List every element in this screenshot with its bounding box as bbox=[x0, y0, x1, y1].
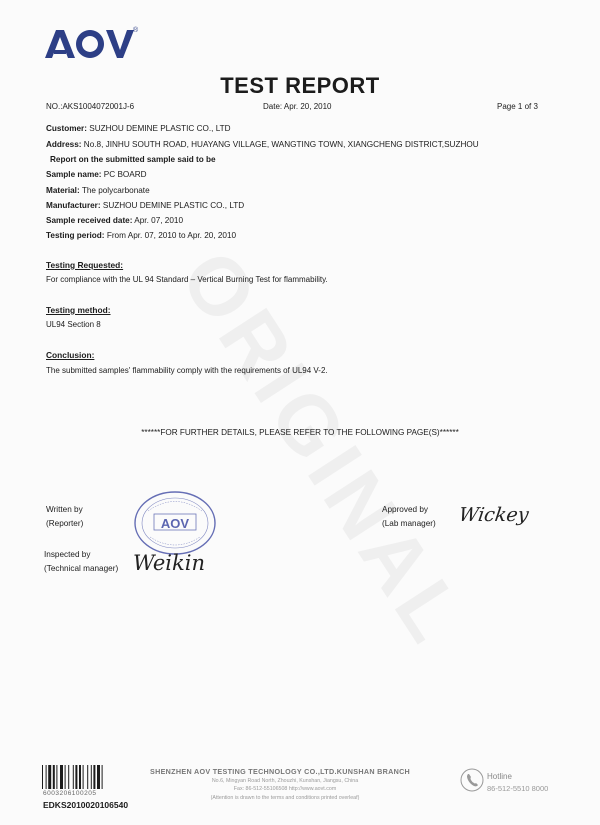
written-by-block bbox=[46, 503, 83, 531]
received-date-label: Sample received date: bbox=[46, 216, 133, 225]
barcode-bar bbox=[46, 765, 47, 789]
customer-value: SUZHOU DEMINE PLASTIC CO., LTD bbox=[89, 124, 231, 133]
sample-name-label: Sample name: bbox=[46, 170, 102, 179]
testing-requested-body: For compliance with the UL 94 Standard – Vertical Burning Test for flammability. bbox=[46, 275, 328, 284]
registered-mark: ® bbox=[133, 27, 139, 34]
written-by-label: Written by bbox=[46, 505, 83, 514]
barcode-bar bbox=[73, 765, 74, 789]
barcode-bar bbox=[42, 765, 43, 789]
manufacturer-label: Manufacturer: bbox=[46, 201, 101, 210]
barcode-bar bbox=[60, 765, 63, 789]
barcode-bar bbox=[48, 765, 51, 789]
reporter-label: (Reporter) bbox=[46, 519, 84, 528]
barcode-bar bbox=[56, 765, 57, 789]
footer-contact: Fax: 86-512-55106508 http://www.aovt.com bbox=[233, 786, 337, 792]
material-value: The polycarbonate bbox=[81, 186, 150, 195]
report-intro: Report on the submitted sample said to be bbox=[50, 155, 216, 164]
company-seal-stamp bbox=[130, 488, 220, 558]
page-number: Page 1 of 3 bbox=[497, 102, 538, 111]
footer-address: No.6, Mingyan Road North, Zhouzhi, Kunshan, Jiangsu, China bbox=[211, 778, 359, 784]
footer-company: SHENZHEN AOV TESTING TECHNOLOGY CO.,LTD.KUNSHAN BRANCH bbox=[150, 767, 411, 776]
report-title: TEST REPORT bbox=[220, 73, 380, 98]
inspected-by-label: Inspected by bbox=[44, 550, 91, 559]
testing-period-value: From Apr. 07, 2010 to Apr. 20, 2010 bbox=[106, 231, 237, 240]
address-row bbox=[46, 140, 479, 149]
further-details-note: ******FOR FURTHER DETAILS, PLEASE REFER TO THE FOLLOWING PAGE(S)****** bbox=[141, 428, 459, 437]
barcode-bar bbox=[102, 765, 103, 789]
phone-icon bbox=[460, 768, 484, 792]
barcode-bar bbox=[79, 765, 81, 789]
barcode-bar bbox=[83, 765, 84, 789]
technical-manager-label: (Technical manager) bbox=[44, 564, 119, 573]
material-row bbox=[46, 186, 150, 195]
testing-period-row bbox=[46, 231, 236, 240]
sample-name-row bbox=[46, 170, 147, 179]
hotline-label: Hotline bbox=[487, 772, 512, 781]
barcode-bar bbox=[87, 765, 88, 789]
barcode-bar bbox=[91, 765, 92, 789]
testing-method-body: UL94 Section 8 bbox=[46, 320, 101, 329]
stamp-text: AOV bbox=[160, 516, 190, 531]
watermark bbox=[161, 235, 484, 663]
approved-by-block bbox=[382, 503, 436, 531]
approved-by-label: Approved by bbox=[382, 505, 428, 514]
report-number: NO.:AKS1004072001J-6 bbox=[46, 102, 135, 111]
barcode-number: 6003206100205 bbox=[43, 790, 97, 797]
barcode bbox=[42, 765, 120, 789]
sample-name-value: PC BOARD bbox=[103, 170, 147, 179]
barcode-bar bbox=[53, 765, 55, 789]
manufacturer-row bbox=[46, 201, 244, 210]
barcode-bar bbox=[97, 765, 100, 789]
hotline-number: 86-512-5510 8000 bbox=[487, 784, 549, 793]
edks-number: EDKS2010020106540 bbox=[43, 800, 129, 810]
customer-row bbox=[46, 124, 231, 133]
testing-method-heading: Testing method: bbox=[46, 305, 111, 315]
barcode-bar bbox=[93, 765, 95, 789]
address-label: Address: bbox=[46, 140, 82, 149]
testing-requested-heading: Testing Requested: bbox=[46, 260, 124, 270]
barcode-bar bbox=[68, 765, 69, 789]
received-date-value: Apr. 07, 2010 bbox=[134, 216, 184, 225]
inspector-signature: Weikin bbox=[133, 551, 205, 575]
aov-logo bbox=[45, 28, 135, 60]
lab-manager-label: (Lab manager) bbox=[382, 519, 436, 528]
manufacturer-value: SUZHOU DEMINE PLASTIC CO., LTD bbox=[102, 201, 245, 210]
approver-signature: Wickey bbox=[457, 504, 530, 526]
received-date-row bbox=[46, 216, 183, 225]
report-date: Date: Apr. 20, 2010 bbox=[263, 102, 332, 111]
testing-period-label: Testing period: bbox=[46, 231, 105, 240]
material-label: Material: bbox=[46, 186, 80, 195]
barcode-bar bbox=[65, 765, 66, 789]
conclusion-body: The submitted samples' flammability comply with the requirements of UL94 V-2. bbox=[46, 366, 328, 375]
barcode-bar bbox=[75, 765, 77, 789]
address-value: No.8, JINHU SOUTH ROAD, HUAYANG VILLAGE, WANGTING TOWN, XIANGCHENG DISTRICT,SUZHOU bbox=[83, 140, 479, 149]
footer-disclaimer: (Attention is drawn to the terms and conditions printed overleaf) bbox=[210, 795, 360, 801]
conclusion-heading: Conclusion: bbox=[46, 350, 95, 360]
inspected-by-block bbox=[44, 548, 118, 576]
customer-label: Customer: bbox=[46, 124, 87, 133]
